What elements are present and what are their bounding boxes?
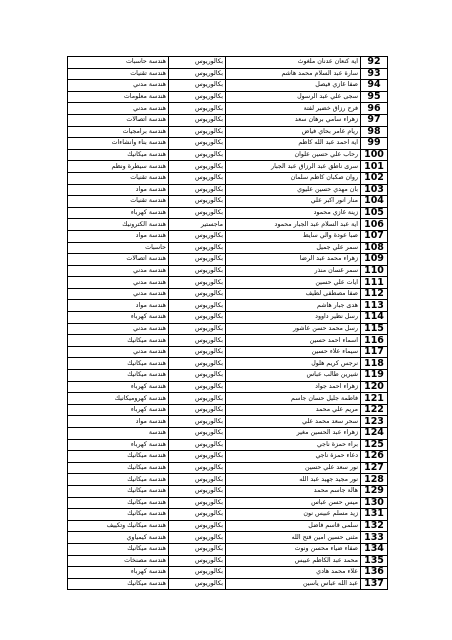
name-cell: زهراء سامي برهان سعد <box>226 114 361 126</box>
name-cell: علاء محمد هادي <box>226 567 361 579</box>
row-number-cell: 105 <box>361 207 388 219</box>
degree-cell: بكالوريوس <box>169 288 226 300</box>
row-number-cell: 118 <box>361 358 388 370</box>
degree-cell: بكالوريوس <box>169 254 226 266</box>
table-row <box>68 381 388 393</box>
row-number-cell: 123 <box>361 416 388 428</box>
degree-cell: بكالوريوس <box>169 358 226 370</box>
row-number-cell: 96 <box>361 103 388 115</box>
name-cell: صفا مصطفى لطيف <box>226 288 361 300</box>
degree-cell: بكالوريوس <box>169 138 226 150</box>
table-row <box>68 114 388 126</box>
row-number-cell: 97 <box>361 114 388 126</box>
major-cell: هندسة اتصالات <box>68 254 169 266</box>
table-row <box>68 555 388 567</box>
name-cell: سلمى قاسم فاضل <box>226 520 361 532</box>
degree-cell: بكالوريوس <box>169 520 226 532</box>
name-cell: نرجس كريم هلول <box>226 358 361 370</box>
degree-cell: بكالوريوس <box>169 474 226 486</box>
degree-cell: بكالوريوس <box>169 555 226 567</box>
row-number-cell: 122 <box>361 404 388 416</box>
major-cell: هندسة مواد <box>68 300 169 312</box>
degree-cell: بكالوريوس <box>169 335 226 347</box>
major-cell: هندسة ميكانيك وتكييف <box>68 520 169 532</box>
table-row <box>68 80 388 92</box>
name-cell: زهراء احمد جواد <box>226 381 361 393</box>
degree-cell: بكالوريوس <box>169 346 226 358</box>
table-row <box>68 230 388 242</box>
row-number-cell: 100 <box>361 149 388 161</box>
name-cell: روان صكبان كاظم سلمان <box>226 172 361 184</box>
name-cell: زهراء عبد الحسين مغير <box>226 428 361 440</box>
degree-cell: بكالوريوس <box>169 196 226 208</box>
table-row <box>68 68 388 80</box>
degree-cell: بكالوريوس <box>169 230 226 242</box>
name-cell: زيد مسلم عبيس نون <box>226 509 361 521</box>
table-row <box>68 149 388 161</box>
degree-cell: بكالوريوس <box>169 485 226 497</box>
degree-cell: بكالوريوس <box>169 439 226 451</box>
major-cell: هندسة مدني <box>68 346 169 358</box>
name-cell: هالة جاسم محمد <box>226 485 361 497</box>
name-cell: عبد الله عباس ياسين <box>226 578 361 590</box>
degree-cell: بكالوريوس <box>169 265 226 277</box>
name-cell: سارة عبد السلام محمد هاشم <box>226 68 361 80</box>
table-row <box>68 439 388 451</box>
name-cell: نور مجيد جهيد عبد الله <box>226 474 361 486</box>
row-number-cell: 114 <box>361 312 388 324</box>
row-number-cell: 99 <box>361 138 388 150</box>
table-row <box>68 404 388 416</box>
name-cell: سرى ناطق عبد الرزاق عبد الجبار <box>226 161 361 173</box>
major-cell: هندسة مدني <box>68 103 169 115</box>
table-row <box>68 277 388 289</box>
name-cell: صبا عودة والي سايط <box>226 230 361 242</box>
major-cell: هندسة سيطرة ونظم <box>68 161 169 173</box>
major-cell: هندسة كهرباء <box>68 207 169 219</box>
degree-cell: بكالوريوس <box>169 393 226 405</box>
major-cell: هندسة اتصالات <box>68 114 169 126</box>
major-cell: هندسة ميكانيك <box>68 370 169 382</box>
major-cell: هندسة ميكانيك <box>68 509 169 521</box>
table-row <box>68 207 388 219</box>
row-number-cell: 115 <box>361 323 388 335</box>
row-number-cell: 116 <box>361 335 388 347</box>
table-row <box>68 91 388 103</box>
major-cell: هندسة ميكانيك <box>68 358 169 370</box>
degree-cell: ماجستير <box>169 219 226 231</box>
degree-cell: بكالوريوس <box>169 242 226 254</box>
row-number-cell: 120 <box>361 381 388 393</box>
major-cell: هندسة تقنيات <box>68 68 169 80</box>
graduates-table-body <box>68 57 388 590</box>
table-row <box>68 323 388 335</box>
table-row <box>68 358 388 370</box>
major-cell: هندسة ميكانيك <box>68 474 169 486</box>
degree-cell: بكالوريوس <box>169 543 226 555</box>
major-cell: هندسة مدني <box>68 323 169 335</box>
name-cell: براء حمزة ناجي <box>226 439 361 451</box>
table-row <box>68 254 388 266</box>
degree-cell: بكالوريوس <box>169 462 226 474</box>
row-number-cell: 101 <box>361 161 388 173</box>
table-row <box>68 242 388 254</box>
major-cell: هندسة ميكانيك <box>68 451 169 463</box>
table-row <box>68 543 388 555</box>
row-number-cell: 117 <box>361 346 388 358</box>
degree-cell: بكالوريوس <box>169 161 226 173</box>
major-cell: هندسة ميكانيك <box>68 149 169 161</box>
table-row <box>68 578 388 590</box>
name-cell: سمر غسان منذر <box>226 265 361 277</box>
major-cell: هندسة كهرباء <box>68 404 169 416</box>
degree-cell: بكالوريوس <box>169 149 226 161</box>
degree-cell: بكالوريوس <box>169 451 226 463</box>
major-cell: هندسة كهرباء <box>68 381 169 393</box>
row-number-cell: 119 <box>361 370 388 382</box>
name-cell: فرح رزاق خضير لفتة <box>226 103 361 115</box>
degree-cell: بكالوريوس <box>169 114 226 126</box>
row-number-cell: 109 <box>361 254 388 266</box>
major-cell: هندسة <box>68 428 169 440</box>
name-cell: دعاء حمزة ناجي <box>226 451 361 463</box>
degree-cell: بكالوريوس <box>169 381 226 393</box>
degree-cell: بكالوريوس <box>169 497 226 509</box>
row-number-cell: 103 <box>361 184 388 196</box>
major-cell: هندسة تقنيات <box>68 196 169 208</box>
name-cell: اية عبد السلام عبد الجبار محمود <box>226 219 361 231</box>
row-number-cell: 128 <box>361 474 388 486</box>
major-cell: هندسة كهروميكانيك <box>68 393 169 405</box>
row-number-cell: 129 <box>361 485 388 497</box>
name-cell: سيماء علاء حسين <box>226 346 361 358</box>
row-number-cell: 108 <box>361 242 388 254</box>
major-cell: هندسة كهرباء <box>68 312 169 324</box>
degree-cell: بكالوريوس <box>169 416 226 428</box>
major-cell: هندسة مدني <box>68 288 169 300</box>
degree-cell: بكالوريوس <box>169 126 226 138</box>
table-row <box>68 103 388 115</box>
major-cell: هندسة مواد <box>68 416 169 428</box>
name-cell: اية كنعان عدنان ملغوث <box>226 57 361 69</box>
row-number-cell: 98 <box>361 126 388 138</box>
table-row <box>68 497 388 509</box>
table-row <box>68 474 388 486</box>
name-cell: صفاء ضياء محسن ونوت <box>226 543 361 555</box>
major-cell: هندسة معلومات <box>68 91 169 103</box>
degree-cell: بكالوريوس <box>169 172 226 184</box>
table-row <box>68 485 388 497</box>
table-row <box>68 346 388 358</box>
row-number-cell: 95 <box>361 91 388 103</box>
row-number-cell: 131 <box>361 509 388 521</box>
degree-cell: بكالوريوس <box>169 68 226 80</box>
major-cell: هندسة ميكانيك <box>68 578 169 590</box>
table-row <box>68 184 388 196</box>
row-number-cell: 124 <box>361 428 388 440</box>
row-number-cell: 112 <box>361 288 388 300</box>
name-cell: رسل نظير داوود <box>226 312 361 324</box>
degree-cell: بكالوريوس <box>169 207 226 219</box>
table-row <box>68 161 388 173</box>
major-cell: هندسة بناء وانشاءات <box>68 138 169 150</box>
name-cell: نور سعد علي حسين <box>226 462 361 474</box>
row-number-cell: 111 <box>361 277 388 289</box>
name-cell: اسماء احمد حسين <box>226 335 361 347</box>
table-row <box>68 138 388 150</box>
major-cell: هندسة مدني <box>68 277 169 289</box>
degree-cell: بكالوريوس <box>169 80 226 92</box>
name-cell: سجى علي عبد الرسول <box>226 91 361 103</box>
degree-cell: بكالوريوس <box>169 428 226 440</box>
name-cell: مثنى حسين امين فتح الله <box>226 532 361 544</box>
row-number-cell: 125 <box>361 439 388 451</box>
table-row <box>68 335 388 347</box>
name-cell: ميس حسن عباس <box>226 497 361 509</box>
table-row <box>68 265 388 277</box>
major-cell: هندسة الكترونيك <box>68 219 169 231</box>
row-number-cell: 102 <box>361 172 388 184</box>
degree-cell: بكالوريوس <box>169 532 226 544</box>
row-number-cell: 113 <box>361 300 388 312</box>
row-number-cell: 133 <box>361 532 388 544</box>
name-cell: رحاب علي حسين علوان <box>226 149 361 161</box>
major-cell: هندسة كيمياوي <box>68 532 169 544</box>
name-cell: مريم علي محمد <box>226 404 361 416</box>
degree-cell: بكالوريوس <box>169 509 226 521</box>
degree-cell: بكالوريوس <box>169 567 226 579</box>
row-number-cell: 94 <box>361 80 388 92</box>
name-cell: محمد عبد الكاظم عبيس <box>226 555 361 567</box>
major-cell: هندسة مدني <box>68 80 169 92</box>
major-cell: هندسة ميكانيك <box>68 335 169 347</box>
name-cell: هدى جبار هاشم <box>226 300 361 312</box>
major-cell: هندسة مدني <box>68 265 169 277</box>
degree-cell: بكالوريوس <box>169 404 226 416</box>
degree-cell: بكالوريوس <box>169 57 226 69</box>
table-row <box>68 416 388 428</box>
major-cell: حاسبات <box>68 242 169 254</box>
table-row <box>68 532 388 544</box>
degree-cell: بكالوريوس <box>169 103 226 115</box>
table-row <box>68 57 388 69</box>
major-cell: هندسة ميكانيك <box>68 462 169 474</box>
name-cell: شيرين طالب عباس <box>226 370 361 382</box>
major-cell: هندسة ميكانيك <box>68 497 169 509</box>
name-cell: سحر سعد محمد علي <box>226 416 361 428</box>
name-cell: زهراء محمد عبد الرضا <box>226 254 361 266</box>
table-row <box>68 393 388 405</box>
table-row <box>68 196 388 208</box>
major-cell: هندسة ميكانيك <box>68 543 169 555</box>
major-cell: هندسة تقنيات <box>68 172 169 184</box>
row-number-cell: 132 <box>361 520 388 532</box>
table-row <box>68 462 388 474</box>
row-number-cell: 121 <box>361 393 388 405</box>
table-row <box>68 520 388 532</box>
degree-cell: بكالوريوس <box>169 578 226 590</box>
name-cell: اية احمد عبد الله كاظم <box>226 138 361 150</box>
row-number-cell: 110 <box>361 265 388 277</box>
degree-cell: بكالوريوس <box>169 184 226 196</box>
degree-cell: بكالوريوس <box>169 277 226 289</box>
table-row <box>68 288 388 300</box>
table-row <box>68 451 388 463</box>
table-row <box>68 567 388 579</box>
row-number-cell: 107 <box>361 230 388 242</box>
degree-cell: بكالوريوس <box>169 91 226 103</box>
graduates-table <box>67 56 388 590</box>
row-number-cell: 106 <box>361 219 388 231</box>
row-number-cell: 136 <box>361 567 388 579</box>
major-cell: هندسة حاسبات <box>68 57 169 69</box>
degree-cell: بكالوريوس <box>169 300 226 312</box>
major-cell: هندسة مواد <box>68 230 169 242</box>
name-cell: رسل محمد حسن عاشور <box>226 323 361 335</box>
name-cell: زينة غازي محمود <box>226 207 361 219</box>
major-cell: هندسة برامجيات <box>68 126 169 138</box>
major-cell: هندسة مصنخات <box>68 555 169 567</box>
row-number-cell: 127 <box>361 462 388 474</box>
row-number-cell: 137 <box>361 578 388 590</box>
degree-cell: بكالوريوس <box>169 323 226 335</box>
row-number-cell: 126 <box>361 451 388 463</box>
name-cell: منار انور اكبر علي <box>226 196 361 208</box>
major-cell: هندسة كهرباء <box>68 567 169 579</box>
row-number-cell: 135 <box>361 555 388 567</box>
major-cell: هندسة مواد <box>68 184 169 196</box>
name-cell: صفا غازي فيصل <box>226 80 361 92</box>
name-cell: بان مهدي حسين عليوي <box>226 184 361 196</box>
row-number-cell: 134 <box>361 543 388 555</box>
table-row <box>68 300 388 312</box>
table-row <box>68 126 388 138</box>
table-row <box>68 428 388 440</box>
degree-cell: بكالوريوس <box>169 312 226 324</box>
table-row <box>68 172 388 184</box>
table-row <box>68 312 388 324</box>
name-cell: ايات علي حسين <box>226 277 361 289</box>
degree-cell: بكالوريوس <box>169 370 226 382</box>
major-cell: هندسة ميكانيك <box>68 485 169 497</box>
name-cell: سمر علي جميل <box>226 242 361 254</box>
name-cell: ريام عامر بحاي فياض <box>226 126 361 138</box>
table-row <box>68 370 388 382</box>
row-number-cell: 93 <box>361 68 388 80</box>
table-row <box>68 509 388 521</box>
row-number-cell: 104 <box>361 196 388 208</box>
row-number-cell: 92 <box>361 57 388 69</box>
name-cell: فاطمة جليل حسان جاسم <box>226 393 361 405</box>
row-number-cell: 130 <box>361 497 388 509</box>
major-cell: هندسة كهرباء <box>68 439 169 451</box>
table-row <box>68 219 388 231</box>
